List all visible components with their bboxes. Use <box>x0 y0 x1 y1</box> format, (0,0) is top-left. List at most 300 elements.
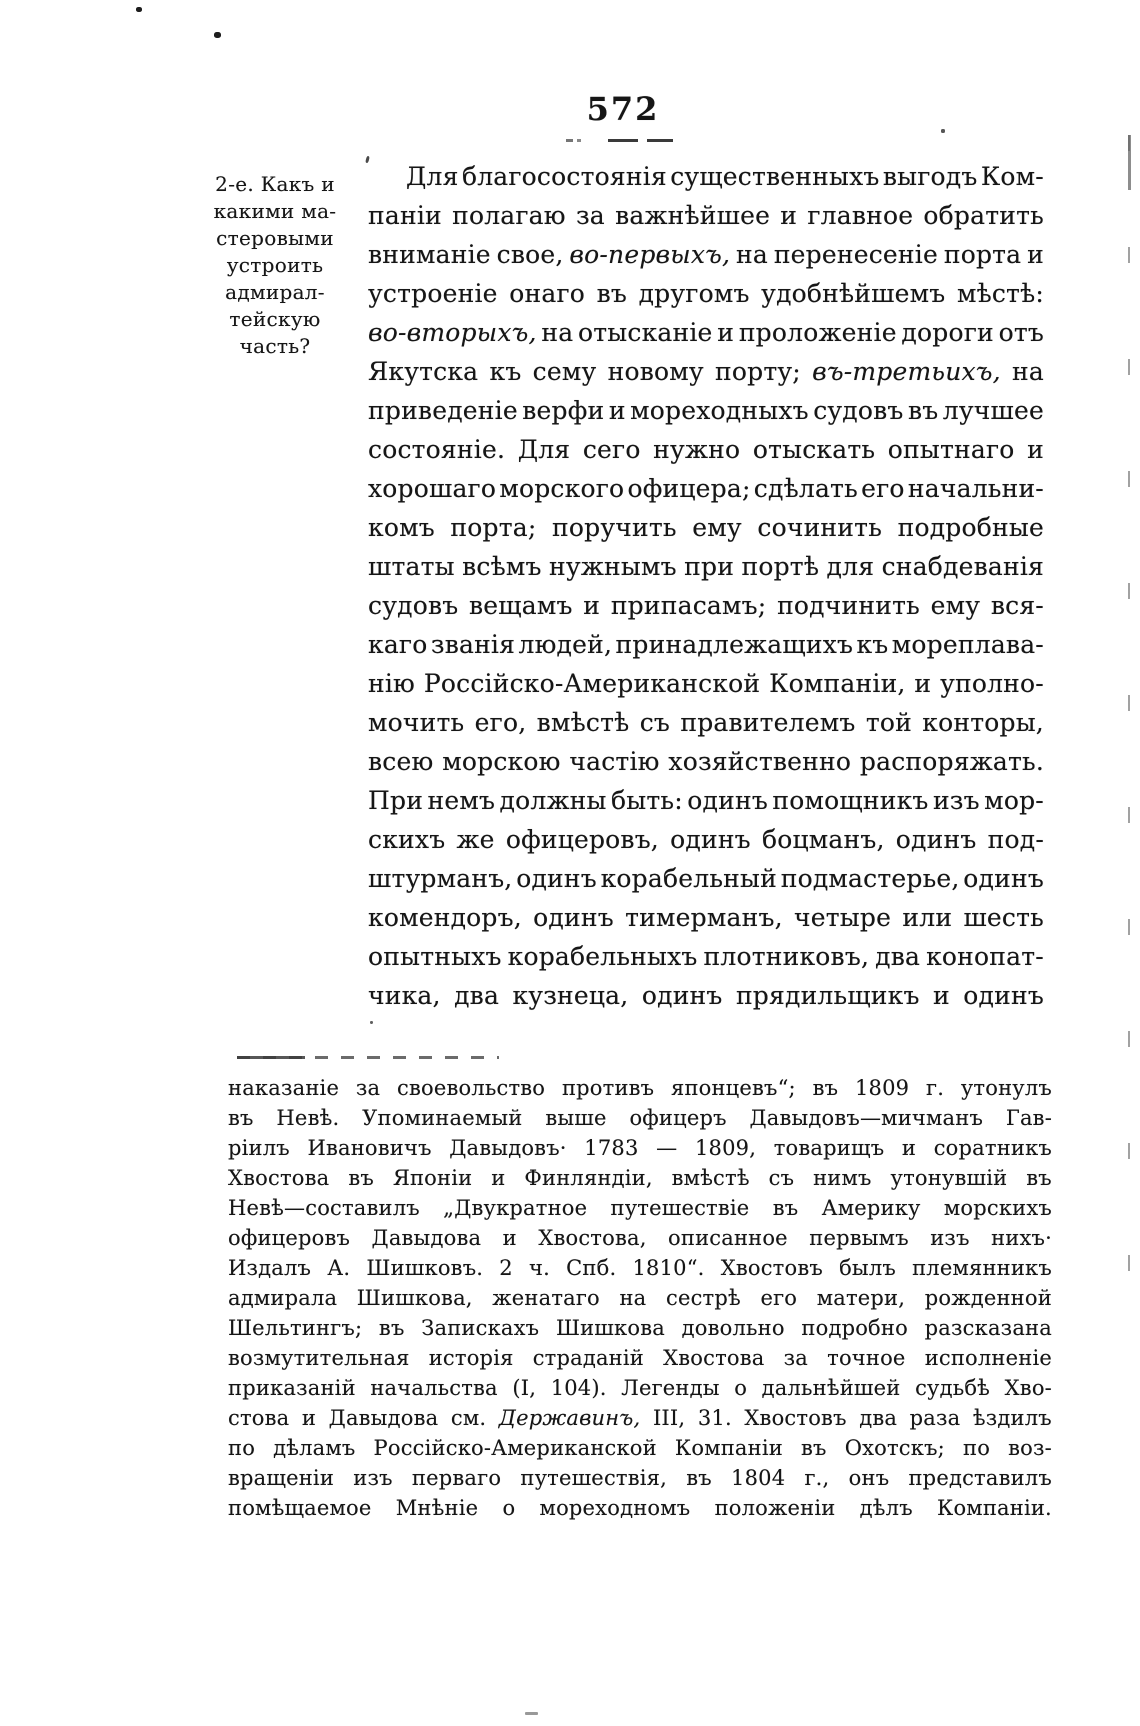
text-line <box>368 552 1044 591</box>
word: по <box>963 1436 991 1460</box>
word: Невѣ—составилъ <box>228 1196 420 1220</box>
page-edge-scan-line <box>1128 135 1130 1310</box>
word: боцманъ, <box>761 825 885 854</box>
word: принадлежащихъ <box>615 630 854 659</box>
word: Шишкова, <box>356 1286 473 1310</box>
word: исторія <box>428 1346 514 1370</box>
word: при <box>684 552 735 581</box>
word: скихъ <box>368 825 446 854</box>
text-line <box>368 669 1044 708</box>
footnote-text <box>228 1076 1052 1526</box>
word: 1809, <box>694 1136 757 1160</box>
word: сего <box>582 435 641 464</box>
word: его <box>861 474 905 503</box>
word: за <box>355 1076 381 1100</box>
word: по <box>228 1436 256 1460</box>
text-line <box>228 1076 1052 1106</box>
word: портѣ <box>741 552 820 581</box>
word: нихъ· <box>991 1226 1052 1250</box>
word: Хвостовъ <box>720 1256 823 1280</box>
word: распоряжать. <box>859 747 1044 776</box>
word: судовъ <box>368 591 459 620</box>
word: плотниковъ, <box>703 942 870 971</box>
word: штурманъ, <box>368 864 513 893</box>
word: и <box>914 669 932 698</box>
text-line <box>368 279 1044 318</box>
word: тимерманъ, <box>625 903 783 932</box>
word: — <box>656 1136 678 1160</box>
ink-speck <box>214 32 221 38</box>
word: Хвостова <box>663 1346 765 1370</box>
italic-word: въ-третьихъ, <box>812 357 1001 386</box>
word: для <box>826 552 875 581</box>
word: товарищъ <box>773 1136 885 1160</box>
word: два <box>859 1406 898 1430</box>
word: возмутительная <box>228 1346 410 1370</box>
page-number-underline <box>566 139 686 143</box>
word: рожденной <box>924 1286 1052 1310</box>
text-line <box>228 1436 1052 1466</box>
word: порта; <box>450 513 537 542</box>
italic-word: Державинъ, <box>498 1406 641 1430</box>
word: под- <box>987 825 1044 854</box>
word: матери, <box>816 1286 906 1310</box>
word: къ <box>489 357 522 386</box>
word: подчинить <box>777 591 920 620</box>
word: и <box>1027 240 1044 269</box>
word: свое, <box>496 240 564 269</box>
text-line <box>368 708 1044 747</box>
word: Для <box>517 435 571 464</box>
text-line <box>368 396 1044 435</box>
word: судовъ <box>813 396 904 425</box>
word: или <box>902 903 953 932</box>
text-line <box>228 1316 1052 1346</box>
word: перваго <box>411 1466 502 1490</box>
word: начальни- <box>907 474 1044 503</box>
word: корабельныхъ <box>507 942 698 971</box>
word: см. <box>450 1406 487 1430</box>
word: подробно <box>801 1316 908 1340</box>
word: Хвостова <box>228 1166 330 1190</box>
word: При <box>368 786 424 815</box>
word: въ <box>228 1106 254 1130</box>
word: раза <box>909 1406 961 1430</box>
word: представилъ <box>908 1466 1052 1490</box>
word: въ <box>801 1436 827 1460</box>
text-line <box>368 162 1044 201</box>
word: удобнѣйшемъ <box>761 279 946 308</box>
page-number: 572 <box>586 90 660 128</box>
word: верфи <box>522 396 605 425</box>
word: хорошаго <box>368 474 497 503</box>
word: вращеніи <box>228 1466 335 1490</box>
word: конопат- <box>926 942 1044 971</box>
margin-note-line: часть? <box>239 334 311 358</box>
word: дѣламъ <box>273 1436 356 1460</box>
word: и <box>608 396 626 425</box>
word: къ <box>856 630 889 659</box>
word: съ <box>639 708 671 737</box>
word: воз- <box>1008 1436 1052 1460</box>
word: лучшее <box>942 396 1044 425</box>
text-line <box>228 1496 1052 1526</box>
word: Компаніи <box>674 1436 783 1460</box>
ink-speck <box>525 1712 538 1715</box>
word: племянникъ <box>912 1256 1052 1280</box>
word: мочить <box>368 708 465 737</box>
word: 31. <box>697 1406 732 1430</box>
word: въ <box>348 1166 374 1190</box>
word: противъ <box>561 1076 655 1100</box>
word: Ивановичъ <box>307 1136 432 1160</box>
word: и <box>901 1136 917 1160</box>
ink-speck <box>136 7 142 12</box>
word: всѣмъ <box>462 552 542 581</box>
word: два <box>875 942 921 971</box>
word: 1809 <box>854 1076 910 1100</box>
word: его, <box>474 708 527 737</box>
word: же <box>456 825 495 854</box>
body-text <box>368 162 1044 1020</box>
word: съ <box>768 1166 795 1190</box>
word: своевольство <box>397 1076 546 1100</box>
word: г., <box>804 1466 830 1490</box>
word: Россійско-Американской <box>373 1436 657 1460</box>
word: и <box>502 1226 517 1250</box>
word: офицеровъ, <box>505 825 659 854</box>
word: чика, <box>368 981 441 1010</box>
word: 1804 <box>731 1466 786 1490</box>
word: Охотскъ; <box>844 1436 945 1460</box>
word: снабдеванія <box>881 552 1044 581</box>
word: одинъ <box>670 825 751 854</box>
word: выше <box>545 1106 607 1130</box>
word: конторы, <box>922 708 1044 737</box>
word: шесть <box>963 903 1044 932</box>
word: Давыдова <box>328 1406 439 1430</box>
word: морскою <box>442 747 561 776</box>
word: главное <box>807 201 914 230</box>
word: и <box>1027 435 1044 464</box>
word: 2 <box>499 1256 513 1280</box>
word: за <box>575 201 605 230</box>
text-line <box>228 1136 1052 1166</box>
word: мореходномъ <box>539 1496 691 1520</box>
word: разсказана <box>924 1316 1052 1340</box>
word: изъ <box>930 1226 970 1250</box>
word: Хвостова, <box>538 1226 647 1250</box>
word: существенныхъ <box>670 162 880 191</box>
word: утонулъ <box>960 1076 1052 1100</box>
text-line <box>228 1106 1052 1136</box>
text-line <box>228 1226 1052 1256</box>
word: Хво- <box>1004 1376 1052 1400</box>
text-line <box>368 474 1044 513</box>
text-line <box>368 942 1044 981</box>
word: на <box>736 240 768 269</box>
word: той <box>865 708 912 737</box>
word: всею <box>368 747 434 776</box>
text-line <box>368 981 1044 1020</box>
word: мореходныхъ <box>630 396 809 425</box>
word: сестрѣ <box>665 1286 741 1310</box>
word: и <box>717 318 735 347</box>
word: нимъ <box>813 1166 872 1190</box>
word: сему <box>532 357 597 386</box>
margin-note-line: адмирал- <box>225 280 325 304</box>
word: паніи <box>368 201 442 230</box>
margin-note <box>200 171 350 360</box>
word: его <box>760 1286 798 1310</box>
word: страданій <box>532 1346 644 1370</box>
word: изъ <box>932 786 980 815</box>
word: штаты <box>368 552 455 581</box>
word: морского <box>499 474 625 503</box>
ink-speck <box>941 129 945 133</box>
word: г. <box>926 1076 945 1100</box>
word: званія <box>430 630 516 659</box>
text-line <box>368 825 1044 864</box>
word: Упоминаемый <box>362 1106 523 1130</box>
word: отыскать <box>752 435 876 464</box>
word: припасамъ; <box>610 591 767 620</box>
footnote-separator-solid <box>237 1056 305 1059</box>
word: кузнеца, <box>512 981 629 1010</box>
word: перенесеніе <box>773 240 938 269</box>
word: вся- <box>990 591 1044 620</box>
text-line <box>228 1196 1052 1226</box>
word: судьбѣ <box>915 1376 991 1400</box>
word: въ <box>378 1316 405 1340</box>
word: состояніе. <box>368 435 506 464</box>
word: Шельтингъ; <box>228 1316 363 1340</box>
word: въ <box>907 396 939 425</box>
word: одинъ <box>533 903 614 932</box>
word: онаго <box>509 279 586 308</box>
word: каго <box>368 630 428 659</box>
word: вниманіе <box>368 240 491 269</box>
word: уполно- <box>940 669 1044 698</box>
ink-speck <box>370 1021 373 1024</box>
word: отысканіе <box>577 318 713 347</box>
word: дороги <box>901 318 994 347</box>
word: порту; <box>715 357 801 386</box>
word: Издалъ <box>228 1256 312 1280</box>
word: подробные <box>897 513 1044 542</box>
word: офицеръ <box>629 1106 727 1130</box>
word: два <box>454 981 500 1010</box>
word: опытнаго <box>887 435 1015 464</box>
word: и <box>583 591 601 620</box>
word: нію <box>368 669 416 698</box>
margin-note-line: какими ма- <box>213 199 337 223</box>
word: корабельный <box>600 864 777 893</box>
word: 1783 <box>584 1136 639 1160</box>
word: Компаніи, <box>769 669 906 698</box>
word: поручить <box>552 513 677 542</box>
text-line <box>368 591 1044 630</box>
word: адмирала <box>228 1286 338 1310</box>
word: комендоръ, <box>368 903 522 932</box>
word: японцевъ“; <box>671 1076 796 1100</box>
word: четыре <box>794 903 892 932</box>
word: ч. <box>529 1256 550 1280</box>
word: соратникъ <box>933 1136 1052 1160</box>
word: подмастерье, <box>780 864 960 893</box>
word: Невѣ. <box>276 1106 340 1130</box>
word: стова <box>228 1406 290 1430</box>
word: вещамъ <box>469 591 573 620</box>
word: въ <box>1026 1166 1052 1190</box>
word: обратить <box>923 201 1044 230</box>
word: 1810“. <box>632 1256 705 1280</box>
word: изъ <box>353 1466 393 1490</box>
word: утонувшій <box>890 1166 1008 1190</box>
page-edge-scan-line-top <box>1128 135 1131 190</box>
word: мѣстѣ: <box>956 279 1044 308</box>
word: вмѣстѣ <box>536 708 630 737</box>
word: Спб. <box>566 1256 617 1280</box>
word: Россійско-Американской <box>423 669 761 698</box>
word: нужнымъ <box>549 552 677 581</box>
text-line <box>368 201 1044 240</box>
text-line <box>228 1286 1052 1316</box>
text-line <box>228 1466 1052 1496</box>
word: исполненіе <box>924 1346 1052 1370</box>
word: о <box>502 1496 516 1520</box>
word: помѣщаемое <box>228 1496 372 1520</box>
word: путешествіе <box>610 1196 750 1220</box>
word: III, <box>652 1406 686 1430</box>
word: Для <box>406 162 459 191</box>
word: опытныхъ <box>368 942 502 971</box>
word: проложеніе <box>738 318 897 347</box>
word: въ <box>772 1196 799 1220</box>
word: другомъ <box>638 279 750 308</box>
word: людей, <box>518 630 613 659</box>
text-line <box>368 786 1044 825</box>
word: ѣздилъ <box>972 1406 1052 1430</box>
word: одинъ <box>641 981 723 1010</box>
word: Давыдовъ· <box>449 1136 567 1160</box>
word: описанное <box>668 1226 788 1250</box>
word: помощникъ <box>772 786 929 815</box>
word: дѣлъ <box>859 1496 913 1520</box>
word: Якутска <box>368 357 479 386</box>
word: на <box>1012 357 1044 386</box>
word: полагаю <box>452 201 566 230</box>
word: мор- <box>984 786 1044 815</box>
word: первымъ <box>809 1226 909 1250</box>
word: Гав- <box>1005 1106 1052 1130</box>
word: ему <box>930 591 981 620</box>
word: женатаго <box>492 1286 600 1310</box>
word: въ <box>812 1076 839 1100</box>
word: частію <box>569 747 660 776</box>
word: въ <box>596 279 627 308</box>
text-line <box>368 357 1044 396</box>
word: сдѣлать <box>753 474 858 503</box>
word: отъ <box>998 318 1044 347</box>
word: морскихъ <box>943 1196 1052 1220</box>
word: Давыдовъ—мичманъ <box>749 1106 984 1130</box>
word: А. <box>327 1256 351 1280</box>
text-line <box>368 318 1044 357</box>
word: комъ <box>368 513 435 542</box>
word: порта <box>943 240 1022 269</box>
word: за <box>783 1346 809 1370</box>
word: и <box>932 981 950 1010</box>
word: Шишкова <box>555 1316 665 1340</box>
margin-note-line: устроить <box>226 253 324 277</box>
word: точное <box>827 1346 906 1370</box>
text-line <box>228 1346 1052 1376</box>
word: наказаніе <box>228 1076 340 1100</box>
word: одинъ <box>895 825 977 854</box>
word: одинъ <box>963 981 1044 1010</box>
word: Мнѣніе <box>395 1496 479 1520</box>
word: сочинить <box>757 513 883 542</box>
word: Японіи <box>392 1166 473 1190</box>
word: былъ <box>839 1256 896 1280</box>
word: 104). <box>550 1376 607 1400</box>
word: путешествія, <box>520 1466 667 1490</box>
word: на <box>541 318 574 347</box>
word: и <box>301 1406 317 1430</box>
word: важнѣйшее <box>615 201 771 230</box>
word: должны <box>499 786 607 815</box>
word: довольно <box>681 1316 785 1340</box>
text-line <box>368 240 1044 279</box>
word: Давыдова <box>371 1226 482 1250</box>
word: нужно <box>653 435 741 464</box>
text-line <box>368 747 1044 786</box>
word: хозяйственно <box>668 747 852 776</box>
word: Ком- <box>980 162 1044 191</box>
word: (I, <box>512 1376 537 1400</box>
word: на <box>619 1286 647 1310</box>
word: быть: <box>611 786 683 815</box>
text-line <box>228 1256 1052 1286</box>
text-line <box>368 513 1044 552</box>
word: одинъ <box>687 786 768 815</box>
word: о <box>734 1376 748 1400</box>
word: вмѣстѣ <box>671 1166 750 1190</box>
word: приказаній <box>228 1376 356 1400</box>
word: Финляндіи, <box>524 1166 653 1190</box>
word: одинъ <box>963 864 1044 893</box>
word: дальнѣйшей <box>761 1376 901 1400</box>
word: „Двукратное <box>443 1196 588 1220</box>
word: Шишковъ. <box>366 1256 484 1280</box>
text-line <box>368 903 1044 942</box>
word: въ <box>686 1466 712 1490</box>
word: положеніи <box>714 1496 836 1520</box>
word: новому <box>607 357 704 386</box>
word: онъ <box>848 1466 890 1490</box>
text-line <box>228 1376 1052 1406</box>
word: благосостоянія <box>461 162 667 191</box>
word: и <box>491 1166 506 1190</box>
word: приведеніе <box>368 396 518 425</box>
word: начальства <box>370 1376 498 1400</box>
word: одинъ <box>516 864 597 893</box>
text-line <box>368 864 1044 903</box>
word: прядильщикъ <box>735 981 920 1010</box>
text-line <box>368 435 1044 474</box>
word: офицера; <box>627 474 751 503</box>
